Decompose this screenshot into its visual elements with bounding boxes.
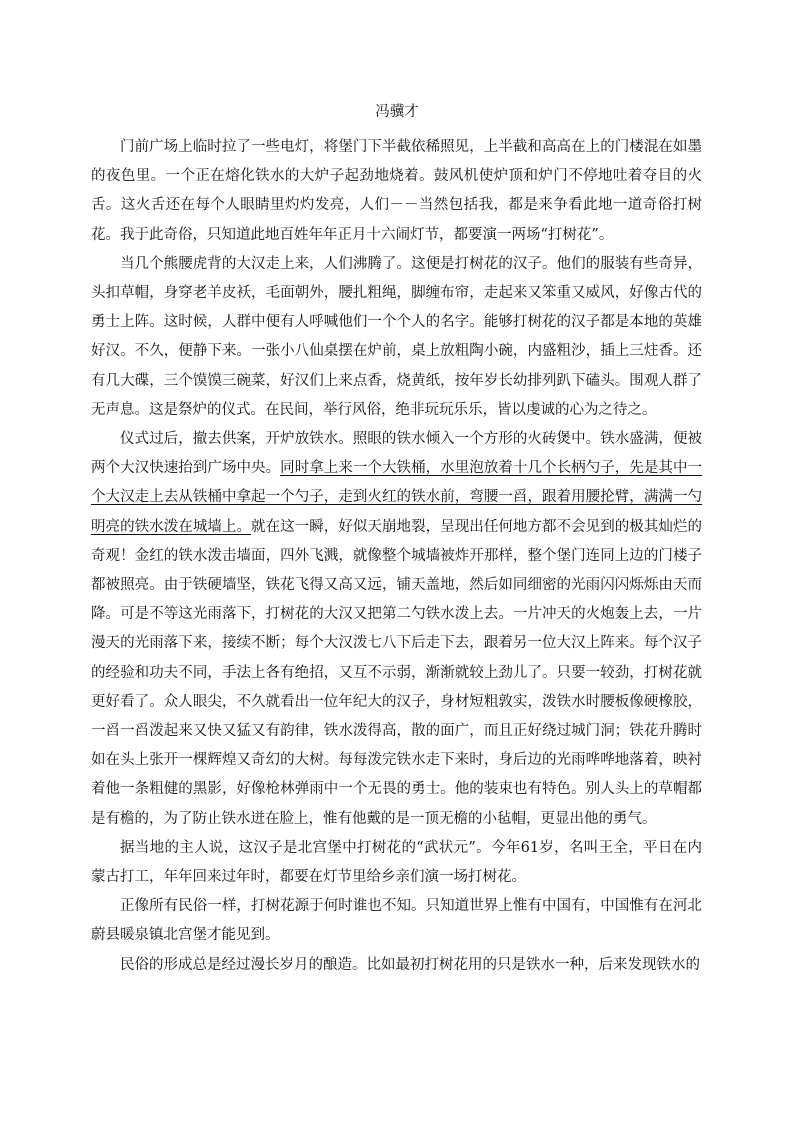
paragraph-3-rest: 就在这一瞬，好似天崩地裂，呈现出任何地方都不会见到的极其灿烂的奇观！金红的铁水泼击墙面，四外飞溅，就像整个城墙被炸开那样，整个堡门连同上边的门楼子都被照亮。由于铁硬墙坚，铁花飞得又高又远，铺天盖地，然后如同细密的光雨闪闪烁烁由天而降。可是不等这光雨落下，打树花的大汉又把第二勺铁水泼上去。一片冲天的火炮轰上去，一片漫天的光雨落下来，接续不断；每个大汉泼七八下后走下去，跟着另一位大汉上阵来。每个汉子的经验和功夫不同，手法上各有绝招，又互不示弱，渐渐就较上劲儿了。只要一较劲，打树花就更好看了。众人眼尖，不久就看出一位年纪大的汉子，身材短粗敦实，泼铁水时腰板像硬橡胶，一舀一舀泼起来又快又猛又有韵律，铁水泼得高，散的面广，而且正好绕过城门洞；铁花升腾时如在头上张开一棵辉煌又奇幻的大树。每每泼完铁水走下来时，身后边的光雨哗哗地落着，映衬着他一条粗健的黑影，好像枪林弹雨中一个无畏的勇士。他的装束也有特色。别人头上的草帽都是有檐的，为了防止铁水迸在脸上，惟有他戴的是一顶无檐的小毡帽，更显出他的勇气。 xyxy=(91,518,703,827)
paragraph-3-lead: 仪式过后，撤去供案，开炉放铁水。照眼的铁水倾入一个方形的火砖煲中。铁水盛满，便被两个大汉快速抬到广场中央。 xyxy=(91,431,702,477)
paragraph-6: 民俗的形成总是经过漫长岁月的酿造。比如最初打树花用的只是铁水一种，后来发现铁水的 xyxy=(120,956,700,973)
paragraph-5: 正像所有民俗一样，打树花源于何时谁也不知。只知道世界上惟有中国有，中国惟有在河北蔚县暖泉镇北宫堡才能见到。 xyxy=(91,898,702,944)
underlined-sentence: 同时拿上来一个大铁桶，水里泡放着十几个长柄勺子，先是其中一个大汉走上去从铁桶中拿起一个勺子，走到火红的铁水前，弯腰一舀，跟着用腰抡臂，满满一勺明亮的铁水泼在城墙上。 xyxy=(91,460,703,535)
paragraph-4: 据当地的主人说，这汉子是北宫堡中打树花的“武状元”。今年61岁，名叫王全，平日在内蒙古打工，年年回来过年时，都要在灯节里给乡亲们演一场打树花。 xyxy=(91,839,702,886)
paragraph-3 xyxy=(91,425,702,834)
paragraph-2: 当几个熊腰虎背的大汉走上来，人们沸腾了。这便是打树花的汉子。他们的服装有些奇异，头扣草帽，身穿老羊皮袄，毛面朝外，腰扎粗绳，脚缠布帘，走起来又笨重又威风，好像古代的勇士上阵。这时候，人群中便有人呼喊他们一个个人的名字。能够打树花的汉子都是本地的英雄好汉。不久，便静下来。一张小八仙桌摆在炉前，桌上放粗陶小碗，内盛粗沙，插上三炷香。还有几大碟，三个馍馍三碗菜，好汉们上来点香，烧黄纸，按年岁长幼排列趴下磕头。围观人群了无声息。这是祭炉的仪式。在民间，举行风俗，绝非玩玩乐乐，皆以虔诚的心为之待之。 xyxy=(91,255,702,418)
author-name: 冯骥才 xyxy=(375,104,419,120)
paragraph-1: 门前广场上临时拉了一些电灯，将堡门下半截依稀照见，上半截和高高在上的门楼混在如墨的夜色里。一个正在熔化铁水的大炉子起劲地烧着。鼓风机使炉顶和炉门不停地吐着夺目的火舌。这火舌还在每个人眼睛里灼灼发亮，人们－－当然包括我，都是来争看此地一道奇俗打树花。我于此奇俗，只知道此地百姓年年正月十六闹灯节，都要演一两场“打树花”。 xyxy=(91,139,702,243)
article-body xyxy=(91,133,702,980)
